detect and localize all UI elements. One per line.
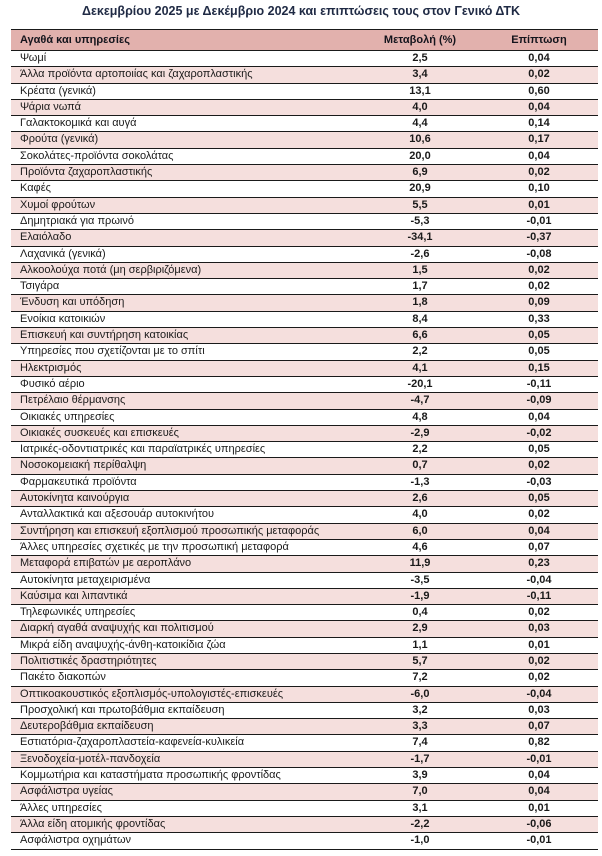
cell-impact: 0,04 (480, 99, 598, 115)
cell-label: Νοσοκομειακή περίθαλψη (11, 458, 360, 474)
table-row (11, 702, 598, 718)
table-row (11, 51, 598, 67)
cell-label: Ανταλλακτικά και αξεσουάρ αυτοκινήτου (11, 507, 360, 523)
table-row (11, 116, 598, 132)
col-header-impact: Επίπτωση (480, 30, 598, 51)
cell-impact: -0,01 (480, 213, 598, 229)
cell-change: -2,9 (360, 425, 480, 441)
cell-impact: 0,05 (480, 491, 598, 507)
cell-label: Ενοίκια κατοικιών (11, 311, 360, 327)
cell-label: Πακέτο διακοπών (11, 670, 360, 686)
cell-label: Καύσιμα και λιπαντικά (11, 588, 360, 604)
cell-change: 10,6 (360, 132, 480, 148)
cell-impact: 0,15 (480, 360, 598, 376)
cell-impact: 0,23 (480, 556, 598, 572)
cell-change: -6,0 (360, 686, 480, 702)
cell-impact: 0,05 (480, 328, 598, 344)
cell-change: 6,9 (360, 165, 480, 181)
cell-label: Λαχανικά (γενικά) (11, 246, 360, 262)
cell-impact: 0,02 (480, 507, 598, 523)
cell-impact: -0,04 (480, 572, 598, 588)
table-row (11, 735, 598, 751)
cell-label: Προσχολική και πρωτοβάθμια εκπαίδευση (11, 702, 360, 718)
cell-label: Άλλες υπηρεσίες σχετικές με την προσωπική μεταφορά (11, 539, 360, 555)
table-row (11, 197, 598, 213)
cell-change: 2,2 (360, 344, 480, 360)
cell-change: 1,8 (360, 295, 480, 311)
table-row (11, 768, 598, 784)
cell-change: 4,0 (360, 507, 480, 523)
table-row (11, 816, 598, 832)
cell-label: Τσιγάρα (11, 279, 360, 295)
cell-change: 13,1 (360, 83, 480, 99)
cell-label: Οικιακές συσκευές και επισκευές (11, 425, 360, 441)
cell-impact: 0,05 (480, 442, 598, 458)
cell-impact: 0,07 (480, 539, 598, 555)
cell-label: Τηλεφωνικές υπηρεσίες (11, 605, 360, 621)
cell-impact: -0,37 (480, 230, 598, 246)
cell-impact: 0,03 (480, 702, 598, 718)
cell-label: Κρέατα (γενικά) (11, 83, 360, 99)
cell-impact: 0,02 (480, 670, 598, 686)
cell-impact: 0,02 (480, 458, 598, 474)
cell-impact: -0,06 (480, 816, 598, 832)
cell-change: 4,4 (360, 116, 480, 132)
cell-impact: 0,04 (480, 523, 598, 539)
cell-impact: 0,14 (480, 116, 598, 132)
table-row (11, 376, 598, 392)
cell-label: Άλλα προϊόντα αρτοποιίας και ζαχαροπλαστικής (11, 67, 360, 83)
table-row (11, 148, 598, 164)
cell-change: -2,6 (360, 246, 480, 262)
cell-label: Πετρέλαιο θέρμανσης (11, 393, 360, 409)
cell-impact: -0,03 (480, 474, 598, 490)
cell-label: Αυτοκίνητα μεταχειρισμένα (11, 572, 360, 588)
cell-label: Επισκευή και συντήρηση κατοικίας (11, 328, 360, 344)
table-row (11, 800, 598, 816)
cell-label: Πολιτιστικές δραστηριότητες (11, 653, 360, 669)
cell-change: 11,9 (360, 556, 480, 572)
table-row (11, 393, 598, 409)
table-row (11, 751, 598, 767)
table-row (11, 572, 598, 588)
table-row (11, 99, 598, 115)
cell-change: 4,1 (360, 360, 480, 376)
cell-label: Υπηρεσίες που σχετίζονται με το σπίτι (11, 344, 360, 360)
cell-label: Φρούτα (γενικά) (11, 132, 360, 148)
cell-change: 0,7 (360, 458, 480, 474)
cell-label: Ένδυση και υπόδηση (11, 295, 360, 311)
cell-impact: 0,05 (480, 344, 598, 360)
cell-label: Δημητριακά για πρωινό (11, 213, 360, 229)
table-row (11, 637, 598, 653)
table-row (11, 83, 598, 99)
col-header-goods-services: Αγαθά και υπηρεσίες (11, 30, 360, 51)
cell-label: Σοκολάτες-προϊόντα σοκολάτας (11, 148, 360, 164)
table-row (11, 213, 598, 229)
table-row (11, 507, 598, 523)
cell-change: -20,1 (360, 376, 480, 392)
cell-change: 6,0 (360, 523, 480, 539)
cell-change: -4,7 (360, 393, 480, 409)
table-row (11, 784, 598, 800)
cell-change: 7,2 (360, 670, 480, 686)
cell-impact: 0,04 (480, 768, 598, 784)
cell-change: 6,6 (360, 328, 480, 344)
table-row (11, 458, 598, 474)
cell-impact: -0,04 (480, 686, 598, 702)
cell-change: 7,0 (360, 784, 480, 800)
table-row (11, 311, 598, 327)
cell-label: Φαρμακευτικά προϊόντα (11, 474, 360, 490)
cell-change: 1,5 (360, 262, 480, 278)
cell-change: 3,2 (360, 702, 480, 718)
cell-label: Ξενοδοχεία-μοτέλ-πανδοχεία (11, 751, 360, 767)
cell-label: Ασφάλιστρα οχημάτων (11, 833, 360, 849)
cell-impact: 0,01 (480, 637, 598, 653)
cell-impact: 0,01 (480, 800, 598, 816)
cell-change: -1,3 (360, 474, 480, 490)
cell-label: Συντήρηση και επισκευή εξοπλισμού προσωπικής μεταφοράς (11, 523, 360, 539)
table-header-row (11, 30, 598, 51)
table-row (11, 295, 598, 311)
cell-label: Αλκοολούχα ποτά (μη σερβιριζόμενα) (11, 262, 360, 278)
cell-impact: 0,17 (480, 132, 598, 148)
cell-impact: 0,02 (480, 279, 598, 295)
cell-label: Γαλακτοκομικά και αυγά (11, 116, 360, 132)
cell-impact: -0,08 (480, 246, 598, 262)
table-row (11, 262, 598, 278)
table-row (11, 653, 598, 669)
cell-impact: 0,02 (480, 653, 598, 669)
cell-change: 4,6 (360, 539, 480, 555)
table-row (11, 719, 598, 735)
cell-label: Διαρκή αγαθά αναψυχής και πολιτισμού (11, 621, 360, 637)
table-row (11, 409, 598, 425)
cell-change: 2,6 (360, 491, 480, 507)
table-body (11, 51, 598, 850)
cell-change: 3,3 (360, 719, 480, 735)
cell-label: Άλλα είδη ατομικής φροντίδας (11, 816, 360, 832)
cell-label: Μικρά είδη αναψυχής-άνθη-κατοικίδια ζώα (11, 637, 360, 653)
cell-impact: 0,04 (480, 409, 598, 425)
cell-change: 20,0 (360, 148, 480, 164)
cell-impact: 0,60 (480, 83, 598, 99)
cell-label: Ηλεκτρισμός (11, 360, 360, 376)
table-row (11, 328, 598, 344)
table-row (11, 246, 598, 262)
cell-impact: -0,11 (480, 588, 598, 604)
table-row (11, 588, 598, 604)
cell-label: Ψωμί (11, 51, 360, 67)
table-row (11, 442, 598, 458)
cell-label: Ιατρικές-οδοντιατρικές και παραϊατρικές υπηρεσίες (11, 442, 360, 458)
table-row (11, 132, 598, 148)
cell-label: Άλλες υπηρεσίες (11, 800, 360, 816)
cell-label: Κομμωτήρια και καταστήματα προσωπικής φροντίδας (11, 768, 360, 784)
cell-label: Προϊόντα ζαχαροπλαστικής (11, 165, 360, 181)
cell-impact: -0,02 (480, 425, 598, 441)
table-row (11, 539, 598, 555)
cell-impact: 0,04 (480, 148, 598, 164)
cell-change: 2,5 (360, 51, 480, 67)
table-row (11, 491, 598, 507)
cell-label: Ασφάλιστρα υγείας (11, 784, 360, 800)
cell-change: 5,5 (360, 197, 480, 213)
cell-label: Ψάρια νωπά (11, 99, 360, 115)
cell-impact: 0,02 (480, 262, 598, 278)
cell-change: 2,2 (360, 442, 480, 458)
cell-label: Δευτεροβάθμια εκπαίδευση (11, 719, 360, 735)
cell-change: 2,9 (360, 621, 480, 637)
cell-impact: 0,07 (480, 719, 598, 735)
cell-change: -34,1 (360, 230, 480, 246)
cell-impact: -0,09 (480, 393, 598, 409)
cell-change: 20,9 (360, 181, 480, 197)
cell-impact: 0,09 (480, 295, 598, 311)
cell-impact: -0,01 (480, 833, 598, 849)
cell-change: -1,7 (360, 751, 480, 767)
cpi-table (11, 29, 598, 850)
table-row (11, 686, 598, 702)
cell-impact: -0,01 (480, 751, 598, 767)
cell-change: -1,9 (360, 588, 480, 604)
cell-impact: 0,82 (480, 735, 598, 751)
table-row (11, 181, 598, 197)
cell-impact: 0,04 (480, 51, 598, 67)
cell-change: 8,4 (360, 311, 480, 327)
cell-change: -2,2 (360, 816, 480, 832)
page-title: Δεκεμβρίου 2025 με Δεκέμβριο 2024 και επιπτώσεις τους στον Γενικό ΔΤΚ (81, 4, 521, 18)
cell-impact: 0,02 (480, 605, 598, 621)
table-row (11, 621, 598, 637)
table-row (11, 425, 598, 441)
cell-change: 4,0 (360, 99, 480, 115)
cell-change: -1,0 (360, 833, 480, 849)
cell-impact: 0,01 (480, 197, 598, 213)
cell-label: Αυτοκίνητα καινούργια (11, 491, 360, 507)
table-row (11, 833, 598, 849)
cell-impact: 0,02 (480, 165, 598, 181)
col-header-change-percent: Μεταβολή (%) (360, 30, 480, 51)
cell-change: 3,4 (360, 67, 480, 83)
table-row (11, 556, 598, 572)
cell-label: Εστιατόρια-ζαχαροπλαστεία-καφενεία-κυλικεία (11, 735, 360, 751)
cell-label: Μεταφορά επιβατών με αεροπλάνο (11, 556, 360, 572)
cell-change: 3,9 (360, 768, 480, 784)
cell-change: 7,4 (360, 735, 480, 751)
cell-impact: 0,04 (480, 784, 598, 800)
cell-change: 3,1 (360, 800, 480, 816)
table-row (11, 165, 598, 181)
cell-impact: 0,03 (480, 621, 598, 637)
cell-label: Φυσικό αέριο (11, 376, 360, 392)
cell-impact: 0,02 (480, 67, 598, 83)
table-row (11, 523, 598, 539)
cell-change: 4,8 (360, 409, 480, 425)
table-row (11, 360, 598, 376)
cell-change: -5,3 (360, 213, 480, 229)
cell-change: 1,1 (360, 637, 480, 653)
table-row (11, 279, 598, 295)
cell-impact: 0,33 (480, 311, 598, 327)
cell-impact: -0,11 (480, 376, 598, 392)
cell-change: -3,5 (360, 572, 480, 588)
table-row (11, 474, 598, 490)
cell-label: Οπτικοακουστικός εξοπλισμός-υπολογιστές-επισκευές (11, 686, 360, 702)
cell-change: 5,7 (360, 653, 480, 669)
table-row (11, 344, 598, 360)
cell-label: Ελαιόλαδο (11, 230, 360, 246)
cell-label: Καφές (11, 181, 360, 197)
cell-impact: 0,10 (480, 181, 598, 197)
cell-label: Οικιακές υπηρεσίες (11, 409, 360, 425)
cell-label: Χυμοί φρούτων (11, 197, 360, 213)
table-row (11, 230, 598, 246)
cell-change: 0,4 (360, 605, 480, 621)
table-row (11, 670, 598, 686)
cell-change: 1,7 (360, 279, 480, 295)
table-row (11, 605, 598, 621)
table-row (11, 67, 598, 83)
